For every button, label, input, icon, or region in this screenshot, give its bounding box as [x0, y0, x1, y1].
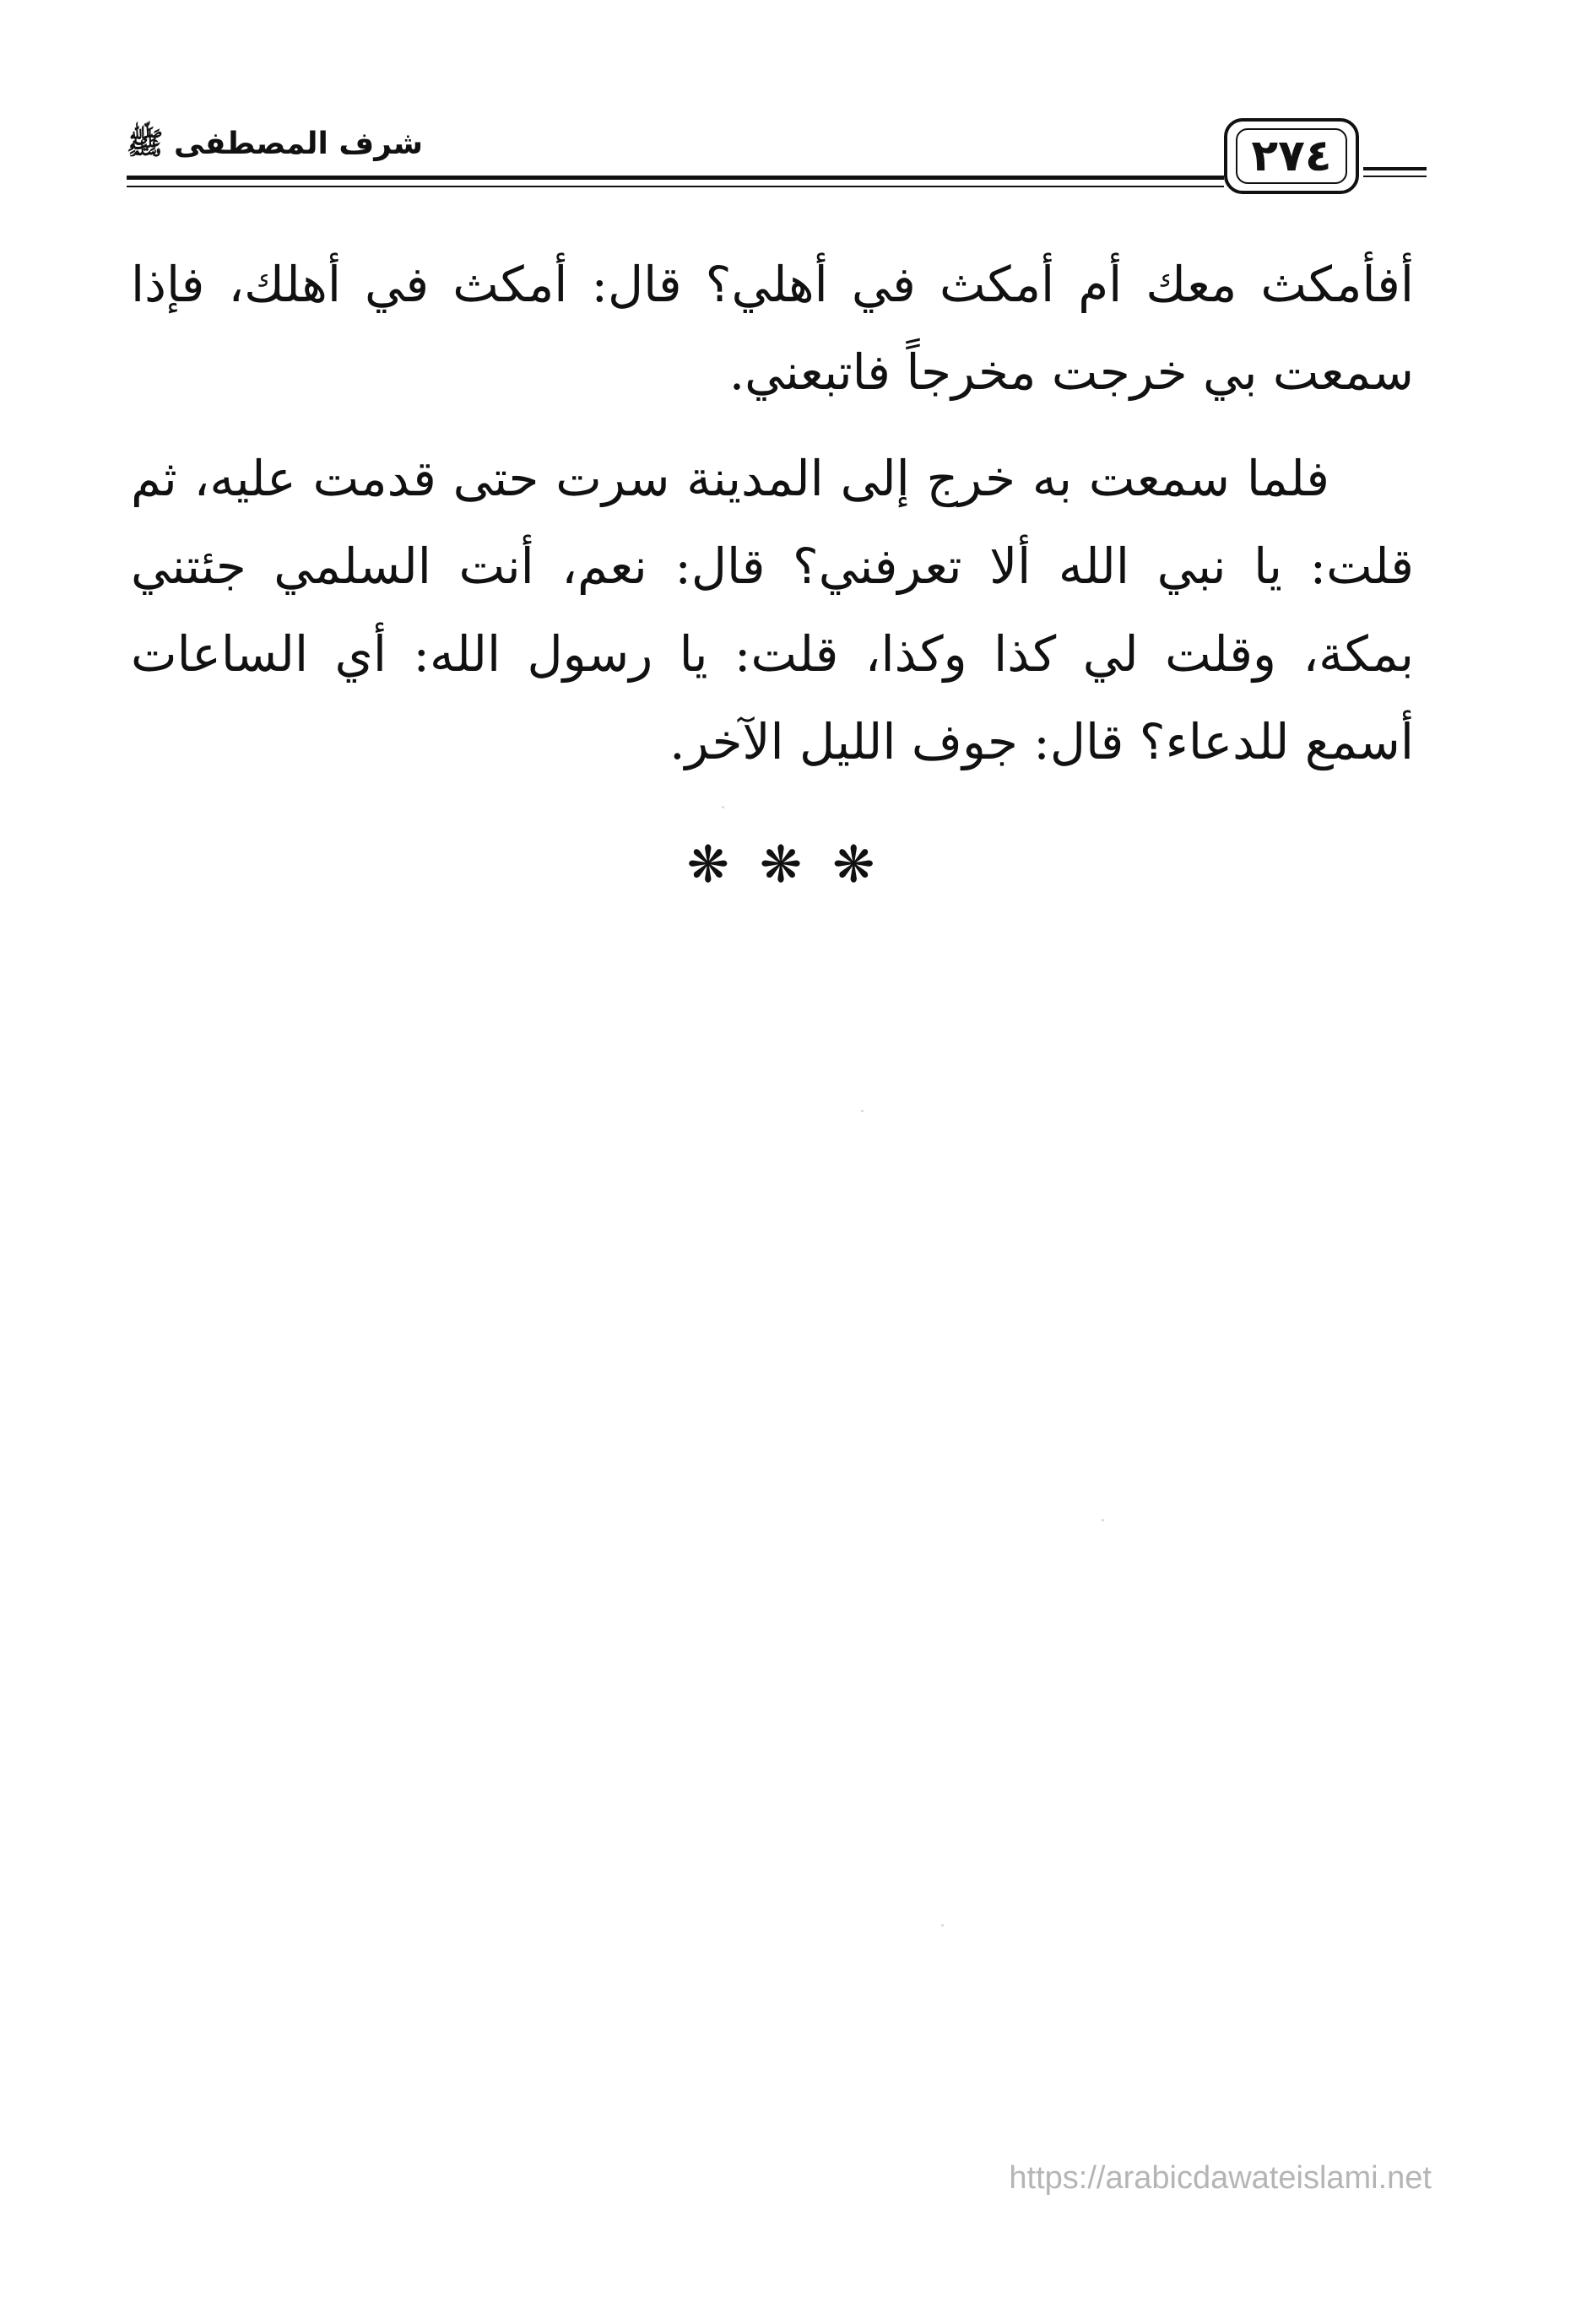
paragraph-2: فلما سمعت به خرج إلى المدينة سرت حتى قدمت عليه، ثم قلت: يا نبي الله ألا تعرفني؟ قال: نعم، أنت السلمي جئتني بمكة، وقلت لي كذا وكذا، قلت: يا رسول الله: أي الساعات أسمع للدعاء؟ قال: جوف الليل الآخر.	[131, 450, 1414, 770]
paragraph-1: أفأمكث معك أم أمكث في أهلي؟ قال: أمكث في أهلك، فإذا سمعت بي خرجت مخرجاً فاتبعني.	[131, 256, 1414, 401]
page-header	[127, 118, 1427, 203]
section-separator: ❋❋❋	[686, 835, 906, 894]
page-number: ٢٧٤	[1251, 131, 1332, 181]
header-rule-right	[1363, 167, 1427, 170]
book-title: شرف المصطفى ﷺ	[127, 127, 424, 161]
scan-speck	[941, 1924, 944, 1927]
watermark-url: https://arabicdawateislami.net	[1009, 2160, 1432, 2196]
header-rule-thin	[127, 186, 1224, 187]
scan-speck	[722, 806, 724, 808]
scan-speck	[861, 1110, 864, 1112]
page-number-frame	[1224, 118, 1359, 194]
header-rule	[127, 176, 1224, 180]
scan-speck	[1102, 1519, 1104, 1521]
header-rule-right-thin	[1363, 176, 1427, 177]
body-text	[131, 241, 1414, 804]
